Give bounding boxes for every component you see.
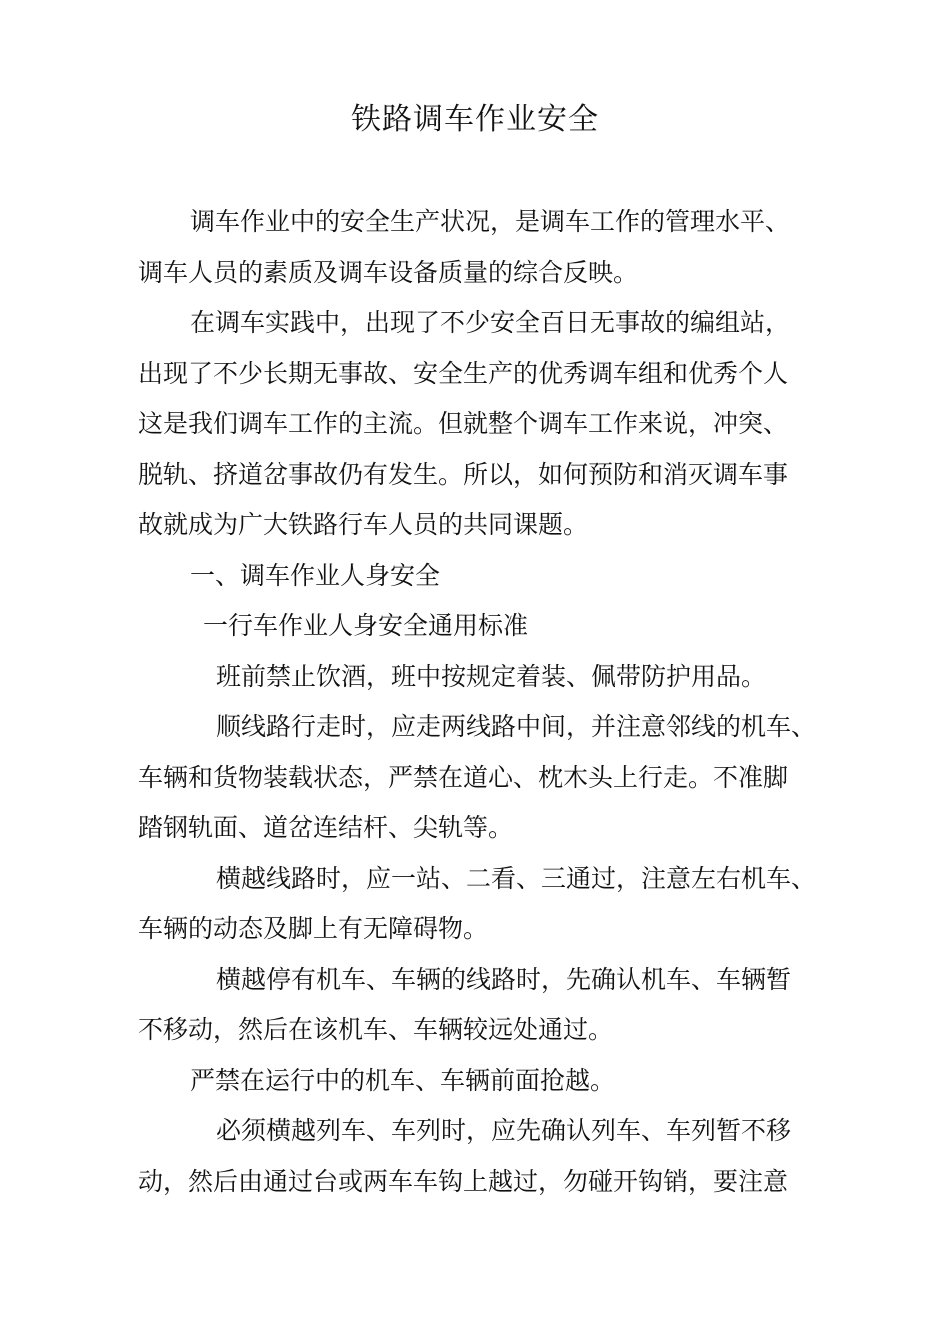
text-line: 这是我们调车工作的主流。但就整个调车工作来说，冲突、 — [138, 409, 789, 438]
text-line: 调车作业中的安全生产状况，是调车工作的管理水平、 — [190, 207, 791, 236]
text-line: 横越线路时，应一站、二看、三通过，注意左右机车、 — [216, 863, 817, 893]
text-line: 故就成为广大铁路行车人员的共同课题。 — [138, 510, 589, 539]
text-line: 动，然后由通过台或两车车钩上越过，勿碰开钩销，要注意 — [138, 1166, 789, 1196]
paragraph-7 — [138, 1056, 828, 1107]
text-line: 调车人员的素质及调车设备质量的综合反映。 — [138, 257, 639, 287]
text-line: 横越停有机车、车辆的线路时，先确认机车、车辆暂 — [216, 964, 792, 994]
document-body — [138, 197, 828, 1207]
document-title: 铁路调车作业安全 — [351, 102, 599, 137]
text-line: 必须横越列车、车列时，应先确认列车、车列暂不移 — [216, 1116, 792, 1145]
text-line: 严禁在运行中的机车、车辆前面抢越。 — [190, 1065, 616, 1095]
paragraph-5 — [138, 854, 828, 955]
paragraph-6 — [138, 955, 828, 1056]
paragraph-3 — [138, 652, 828, 703]
text-line: 一行车作业人身安全通用标准 — [203, 611, 529, 640]
paragraph-2 — [138, 298, 828, 551]
text-line: 脱轨、挤道岔事故仍有发生。所以，如何预防和消灭调车事 — [138, 459, 789, 489]
text-line: 出现了不少长期无事故、安全生产的优秀调车组和优秀个人 — [138, 358, 789, 388]
subsection-heading — [138, 601, 828, 652]
text-line: 车辆的动态及脚上有无障碍物。 — [138, 914, 489, 943]
paragraph-8 — [138, 1106, 828, 1207]
text-line: 一、调车作业人身安全 — [190, 560, 441, 590]
text-line: 顺线路行走时，应走两线路中间，并注意邻线的机车、 — [216, 712, 817, 741]
text-line: 车辆和货物装载状态，严禁在道心、枕木头上行走。不准脚 — [138, 762, 789, 792]
text-line: 班前禁止饮酒，班中按规定着装、佩带防护用品。 — [216, 661, 767, 691]
text-line: 不移动，然后在该机车、车辆较远处通过。 — [138, 1015, 614, 1044]
paragraph-1 — [138, 197, 828, 298]
text-line: 在调车实践中，出现了不少安全百日无事故的编组站， — [190, 308, 791, 337]
paragraph-4 — [138, 702, 828, 854]
section-heading — [138, 551, 828, 602]
text-line: 踏钢轨面、道岔连结杆、尖轨等。 — [138, 813, 514, 842]
